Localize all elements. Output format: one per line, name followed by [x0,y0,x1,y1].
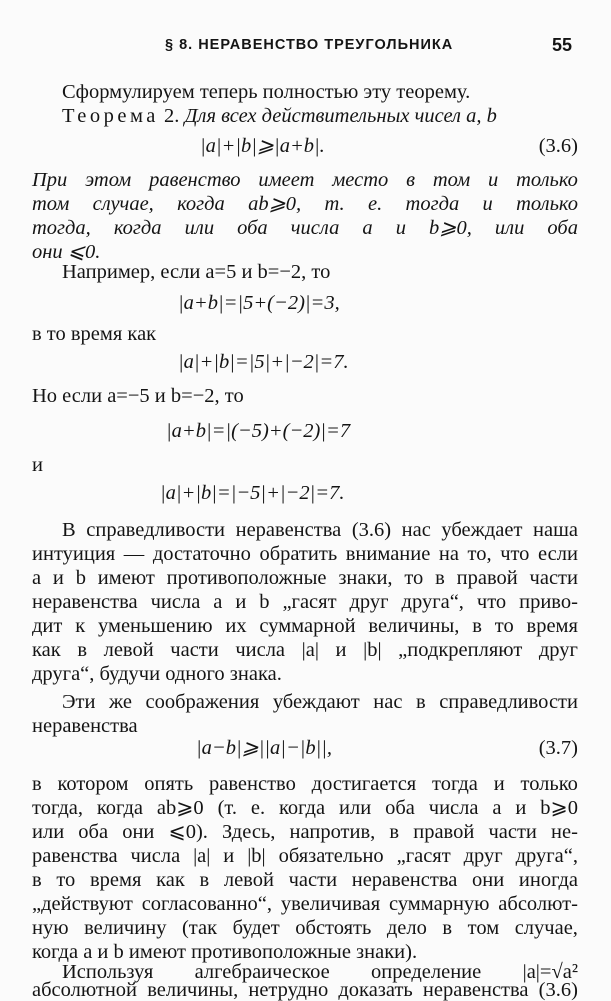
paragraph2-line-1 [62,692,578,713]
word: имеет [258,169,315,191]
word: абсолютной [32,979,138,1001]
example1-formula-2: |a|+|b|=|5|+|−2|=7. [178,351,349,373]
word: числа [235,639,286,661]
word: тогда, [32,797,83,819]
word: тогда [405,193,460,215]
word: (т. [217,797,237,819]
word: числа [130,845,181,867]
word: |b| [247,845,266,867]
word: правой [456,567,518,589]
word: в [77,639,87,661]
word: напротив, [289,821,376,843]
word: противоположные [166,567,327,589]
word: ab⩾0, [248,193,302,215]
word: когда [279,797,326,819]
running-title: § 8. НЕРАВЕНСТВО ТРЕУГОЛЬНИКА [165,37,454,53]
word: a [492,797,502,819]
paragraph1-line-4 [32,592,578,613]
word: числа [290,217,340,239]
word: время [89,869,142,891]
word: будет [232,917,280,939]
word: обязательно [278,845,384,867]
word: или [494,217,525,239]
example2-formula-1: |a+b|=|(−5)+(−2)|=7 [166,420,351,442]
eq-3-6-number: (3.6) [538,135,578,157]
eq-3-7-number: (3.7) [538,737,578,759]
word: обстоять [295,917,372,939]
condition-line-1 [32,170,578,191]
word: случае, [514,917,578,939]
word: в [389,821,400,843]
word: и [488,169,499,191]
word: друг [538,639,578,661]
paragraph1-line-2 [32,544,578,565]
word: только [516,193,578,215]
word: они [472,869,505,891]
word: обратить [259,543,338,565]
word: в [406,169,416,191]
word: их [225,615,247,637]
word: если [538,543,578,565]
word: опять [144,773,194,795]
paragraph1-line-7: друга“, будучи одного знака. [32,663,282,685]
word: в [32,773,42,795]
word: дит [32,615,63,637]
word: они [122,821,155,843]
paragraph1-line-1 [62,520,578,541]
word: место [332,169,389,191]
word: достаточно [152,543,251,565]
word: в [435,567,445,589]
word: части [488,821,537,843]
word: время [526,615,578,637]
word: случае, [92,193,154,215]
word: друг [349,591,389,613]
word: или [184,217,215,239]
word: величину [84,917,167,939]
theorem-statement: Для всех действительных чисел a, b [184,105,497,127]
word: в [32,869,42,891]
word: или [339,797,372,819]
word: дело [386,917,427,939]
word: т. [324,193,345,215]
word: и [235,591,247,613]
word: как [156,869,185,891]
word: |b| [363,639,382,661]
word: этом [85,169,132,191]
word: в [415,691,426,713]
word: только [516,169,578,191]
example2-intro: Но если a=−5 и b=−2, то [32,385,244,407]
word: же [109,691,132,713]
word: и [395,217,406,239]
condition-line-4: они ⩽0. [32,241,101,263]
word: |a| [193,845,211,867]
word: оба [385,797,415,819]
word: друг [463,845,503,867]
word: или [32,821,65,843]
word: ⩽0). [168,821,208,843]
example2-formula-2: |a|+|b|=|−5|+|−2|=7. [160,482,345,504]
word: нас [401,519,431,541]
word: ab⩾0 [156,797,204,819]
word: котором [57,773,129,795]
word: тогда [432,773,478,795]
word: левой [103,639,154,661]
word: приво- [519,591,578,613]
word: что [500,543,530,565]
intro-line: Сформулируем теперь полностью эту теорему. [62,81,471,103]
theorem-number: 2. [164,105,180,127]
word: увеличивая [280,893,381,915]
word: числа [428,797,479,819]
word: доказать [338,979,413,1001]
word: b [75,567,86,589]
word: b⩾0, [429,217,472,239]
word: величины, [147,979,239,1001]
word: — [123,543,145,565]
paragraph3-line-5 [32,870,578,891]
word: неравенства [32,591,138,613]
condition-line-3 [32,218,578,239]
paragraph4-line-2 [32,980,578,1001]
word: части [170,639,219,661]
word: и [515,797,527,819]
word: величины, [368,615,460,637]
word: алгебраическое [194,961,330,983]
word: суммарной [259,615,356,637]
eq-3-7-formula: |a−b|⩾||a|−|b||, [196,737,333,759]
paragraph3-line-6 [32,894,578,915]
word: „подкрепляют [398,639,523,661]
word: е. [250,797,266,819]
word: неравенства [351,869,458,891]
word: когда [113,217,162,239]
word: оба [547,217,578,239]
word: в [472,615,482,637]
word: абсолют- [498,893,578,915]
example2-connector: и [32,454,43,476]
word: b [259,591,270,613]
word: интуиция [32,543,116,565]
word: уменьшению [98,615,213,637]
word: Здесь, [222,821,276,843]
word: когда [96,797,143,819]
example1-intro: Например, если a=5 и b=−2, то [62,261,331,283]
paragraph3-line-8: когда a и b имеют противоположные знаки). [32,941,418,963]
word: |a| [301,639,319,661]
page-number: 55 [552,35,573,55]
paragraph1-line-5 [32,616,578,637]
word: суммарную [388,893,490,915]
word: неравенства [235,519,342,541]
paragraph3-line-2 [32,798,578,819]
word: „гасят [396,845,451,867]
word: и [493,773,505,795]
word: не- [551,821,578,843]
word: равенство [149,169,241,191]
word: (3.6) [351,519,392,541]
paragraph1-line-6 [32,640,578,661]
paragraph1-line-3 [32,568,578,589]
word: определение [371,961,482,983]
word: внимание [345,543,431,565]
word: (так [181,917,218,939]
word: ную [32,917,69,939]
word: оба [237,217,268,239]
word: „действуют [32,893,133,915]
word: неравенства [422,979,529,1001]
word: е. [367,193,383,215]
word: (3.6) [538,979,578,1001]
word: то [404,567,424,589]
word: друга“, [401,591,464,613]
word: том [432,169,471,191]
word: Эти [62,691,96,713]
word: как [32,639,61,661]
paragraph3-line-7 [32,918,578,939]
word: знаки, [338,567,393,589]
word: нетрудно [248,979,329,1001]
word: и [335,639,347,661]
paragraph3-line-3 [32,822,578,843]
word: убеждает [441,519,523,541]
word: |a|=√a² [522,961,578,983]
word: правой [413,821,475,843]
word: справедливости [86,519,226,541]
example1-connector: в то время как [32,323,157,345]
word: числа [150,591,201,613]
paragraph3-line-1 [32,774,578,795]
word: то, [467,543,492,565]
word: „гасят [282,591,337,613]
word: достигается [311,773,417,795]
word: имеют [97,567,155,589]
theorem-line [62,106,497,127]
word: При [32,169,68,191]
word: тогда, [32,217,91,239]
word: убеждают [272,691,360,713]
example1-formula-1: |a+b|=|5+(−2)|=3, [178,292,340,314]
word: соображения [145,691,260,713]
word: части [288,869,338,891]
word: части [529,567,578,589]
word: на [438,543,459,565]
word: согласованно“, [141,893,273,915]
condition-line-2 [32,194,578,215]
word: только [520,773,578,795]
word: Используя [62,961,154,983]
word: равенство [209,773,296,795]
theorem-label: Теорема [62,105,159,127]
paragraph2-line-2: неравенства [32,715,138,737]
word: оба [78,821,109,843]
word: том [32,193,70,215]
word: наша [533,519,578,541]
word: и [52,567,64,589]
word: и [482,193,493,215]
word: левой [223,869,274,891]
word: когда [177,193,225,215]
word: то [494,615,514,637]
word: к [75,615,86,637]
word: b⩾0 [540,797,578,819]
word: a [32,567,42,589]
word: В [62,519,76,541]
word: в [442,917,453,939]
word: что [476,591,507,613]
word: равенства [32,845,118,867]
word: нас [373,691,403,713]
paragraph3-line-4 [32,846,578,867]
word: a [362,217,373,239]
word: a [213,591,223,613]
word: том [467,917,500,939]
word: справедливости [439,691,578,713]
eq-3-6-formula: |a|+|b|⩾|a+b|. [200,135,325,157]
word: друга“, [515,845,578,867]
word: иногда [518,869,578,891]
word: и [223,845,235,867]
word: то [56,869,76,891]
word: в [199,869,210,891]
